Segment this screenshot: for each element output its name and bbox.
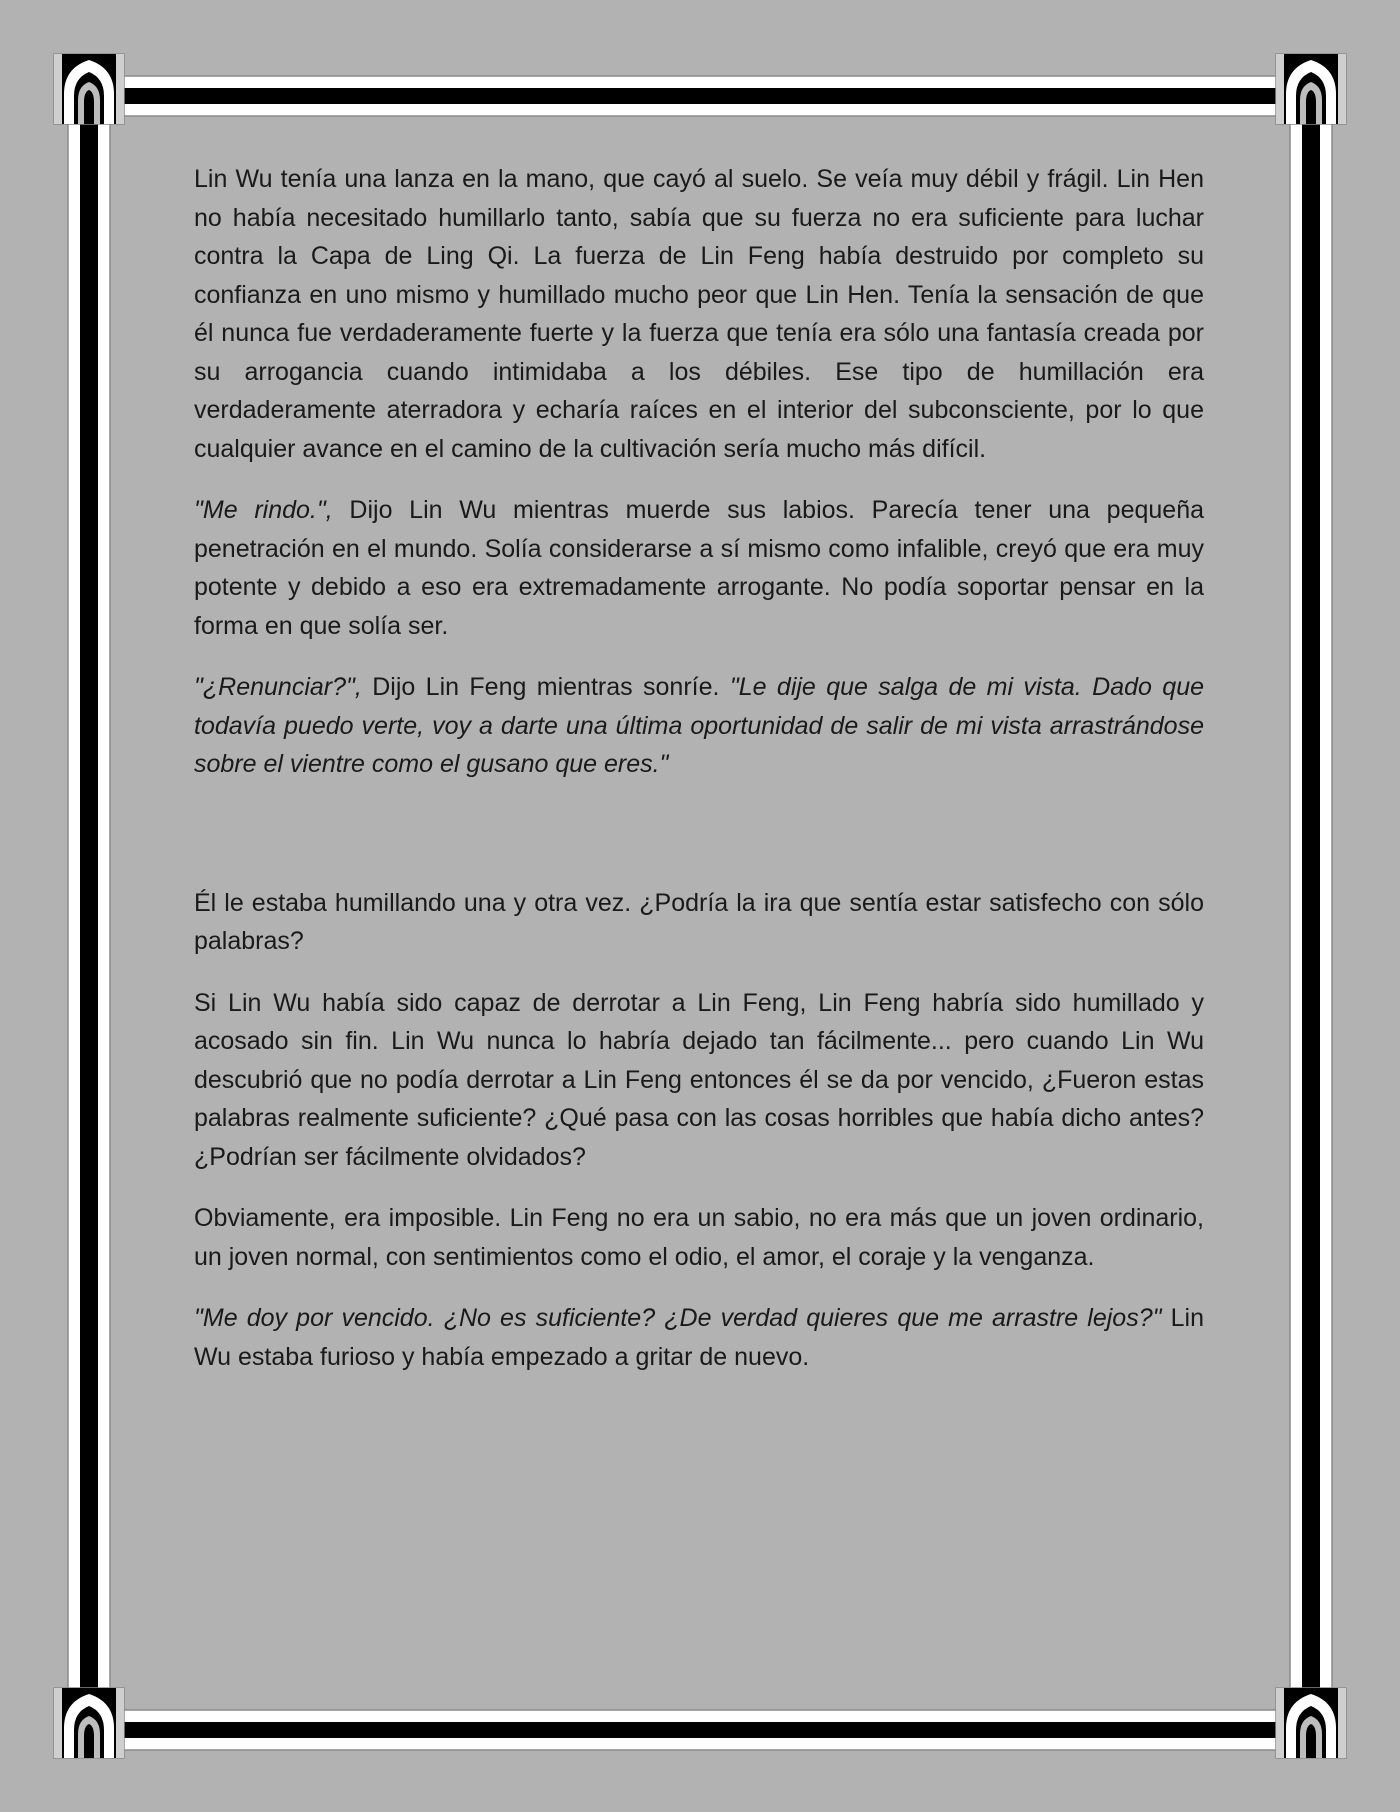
- left-border-bar: [68, 118, 110, 1714]
- corner-ornament-top-left: [54, 54, 124, 124]
- dialogue-text: "Me rindo.",: [194, 496, 333, 524]
- paragraph-7: [194, 1299, 1204, 1376]
- dialogue-text: "Me doy por vencido. ¿No es suficiente? ¿De verdad quieres que me arrastre lejos?": [194, 1304, 1162, 1332]
- paragraph-2: [194, 491, 1204, 645]
- top-border-bar: [118, 76, 1282, 116]
- paragraph-4: [194, 884, 1204, 961]
- corner-ornament-top-right: [1276, 54, 1346, 124]
- dialogue-text: "¿Renunciar?",: [194, 673, 362, 701]
- right-border-bar: [1290, 118, 1332, 1714]
- corner-ornament-bottom-left: [54, 1688, 124, 1758]
- paragraph-text: Si Lin Wu había sido capaz de derrotar a Lin Feng, Lin Feng habría sido humillado y acosado sin fin. Lin Wu nunca lo habría dejado tan fácilmente... pero cuando Lin Wu descubrió que no podía derrotar a Lin Feng entonces él se da por vencido, ¿Fueron estas palabras realmente suficiente? ¿Qué pasa con las cosas horribles que había dicho antes? ¿Podrían ser fácilmente olvidados?: [194, 988, 1204, 1171]
- paragraph-6: [194, 1199, 1204, 1276]
- paragraph-1: [194, 160, 1204, 468]
- paragraph-5: [194, 984, 1204, 1177]
- paragraph-text: Dijo Lin Wu mientras muerde sus labios. Parecía tener una pequeña penetración en el mundo. Solía considerarse a sí mismo como infalible, creyó que era muy potente y debido a eso era extremadamente arrogante. No podía soportar pensar en la forma en que solía ser.: [194, 496, 1205, 640]
- paragraph-text: Lin Wu estaba furioso y había empezado a gritar de nuevo.: [194, 1304, 1204, 1371]
- paragraph-text: Obviamente, era imposible. Lin Feng no era un sabio, no era más que un joven ordinario, un joven normal, con sentimientos como el odio, el amor, el coraje y la venganza.: [194, 1204, 1204, 1271]
- paragraph-text: Dijo Lin Feng mientras sonríe.: [361, 673, 730, 701]
- paragraph-text: Lin Wu tenía una lanza en la mano, que cayó al suelo. Se veía muy débil y frágil. Lin Hen no había necesitado humillarlo tanto, sabía que su fuerza no era suficiente para luchar contra la Capa de Ling Qi. La fuerza de Lin Feng había destruido por completo su confianza en uno mismo y humillado mucho peor que Lin Hen. Tenía la sensación de que él nunca fue verdaderamente fuerte y la fuerza que tenía era sólo una fantasía creada por su arrogancia cuando intimidaba a los débiles. Ese tipo de humillación era verdaderamente aterradora y echaría raíces en el interior del subconsciente, por lo que cualquier avance en el camino de la cultivación sería mucho más difícil.: [194, 165, 1204, 463]
- dialogue-text: "Le dije que salga de mi vista. Dado que todavía puedo verte, voy a darte una última oportunidad de salir de mi vista arrastrándose sobre el vientre como el gusano que eres.": [194, 673, 1204, 778]
- paragraph-3: [194, 668, 1204, 784]
- page-content: [194, 160, 1204, 1399]
- bottom-border-bar: [118, 1710, 1282, 1750]
- paragraph-text: Él le estaba humillando una y otra vez. ¿Podría la ira que sentía estar satisfecho con sólo palabras?: [194, 888, 1204, 955]
- corner-ornament-bottom-right: [1276, 1688, 1346, 1758]
